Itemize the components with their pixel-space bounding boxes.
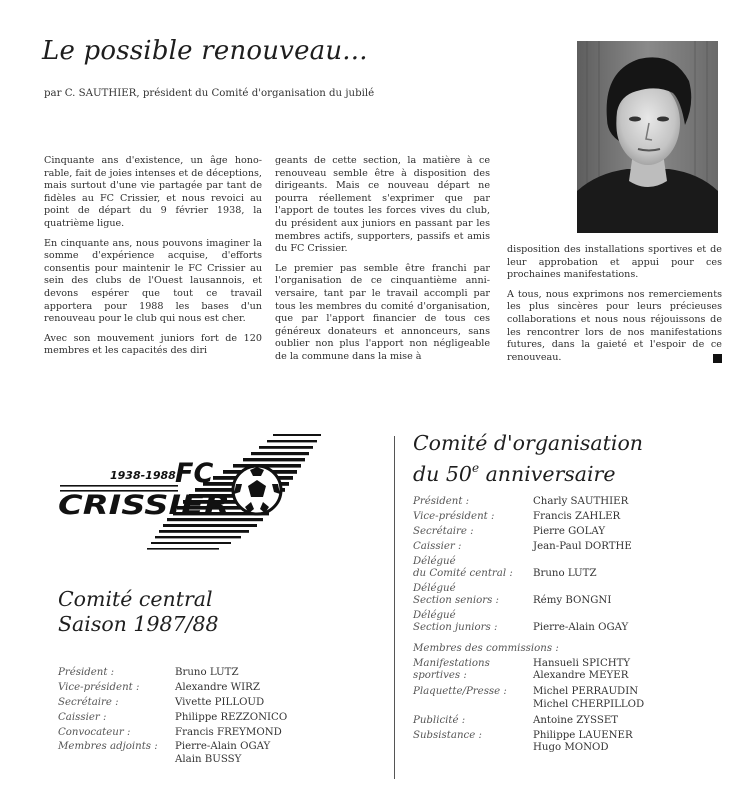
member-name: Michel CHERPILLOD [533, 698, 645, 710]
roster-row [58, 727, 287, 739]
article-column-2 [275, 155, 490, 371]
roster-row [413, 715, 644, 727]
paragraph: disposition des installations sportives et de leur approbation et appui pour ces prochaines manifestations. [507, 244, 722, 281]
member-name: Rémy BONGNI [533, 595, 612, 607]
heading-line: Comité d'organisation [413, 431, 643, 455]
roster-row [413, 541, 644, 553]
comite-organisation-heading [413, 431, 643, 487]
member-name: Alexandre MEYER [533, 670, 629, 682]
role-label: Subsistance : [413, 729, 482, 741]
role-label: Secrétaire : [58, 696, 119, 708]
role-label: Président : [58, 667, 115, 678]
comite-central-roster [58, 667, 287, 769]
roster-row [413, 556, 644, 581]
roster-row [58, 712, 287, 724]
role-label: Convocateur : [58, 726, 131, 738]
role-label: Section seniors : [413, 595, 499, 607]
logo-years: 1938-1988 [110, 469, 176, 482]
roster-row [413, 686, 644, 711]
roster-row [413, 526, 644, 538]
role-label: Délégué [413, 555, 456, 567]
role-label: Plaquette/Presse : [413, 686, 507, 698]
roster-row [413, 610, 644, 635]
member-name: Antoine ZYSSET [533, 715, 619, 727]
heading-line: Saison 1987/88 [58, 612, 219, 636]
member-name: Alain BUSSY [175, 753, 242, 765]
end-of-article-square-icon [713, 354, 722, 363]
article-column-3 [507, 244, 722, 364]
member-name: Michel PERRAUDIN [533, 686, 639, 698]
heading-text: anniversaire [479, 462, 616, 486]
article-title: Le possible renouveau... [42, 36, 368, 66]
role-label: Caissier : [413, 540, 462, 552]
heading-text: du 50 [413, 462, 472, 486]
role-label: du Comité central : [413, 567, 513, 579]
fc-crissier-logo [55, 432, 325, 557]
comite-organisation-roster [413, 496, 644, 757]
member-name: Bruno LUTZ [175, 667, 239, 678]
roster-row [58, 741, 287, 766]
soccer-ball-icon [233, 466, 281, 514]
role-label: sportives : [413, 670, 467, 682]
role-label: Délégué [413, 609, 456, 621]
logo-crissier: CRISSIER [58, 490, 231, 521]
role-label: Vice-président : [413, 510, 495, 522]
member-name: Alexandre WIRZ [175, 681, 260, 693]
heading-line: Comité central [58, 587, 213, 611]
roster-row [413, 583, 644, 608]
paragraph: geants de cette section, la matière à ce renouveau semble être à disposition des dirigeants. Mais ce nouveau départ ne pourra réellement s'exprimer que par l'apport de toutes les forces vives du club, du président aux juniors en passant par les membres actifs, supporters, passifs et amis du FC Crissier. [275, 155, 490, 255]
member-name: Pierre-Alain OGAY [175, 741, 271, 753]
article-column-1 [44, 155, 262, 365]
portrait-icon [577, 41, 718, 233]
superscript-e: e [471, 461, 480, 475]
paragraph-final [507, 289, 722, 365]
roster-row [413, 730, 644, 755]
role-label: Président : [413, 496, 470, 507]
paragraph: En cinquante ans, nous pouvons imaginer la somme d'expérience acquise, d'efforts consentis pour maintenir le FC Crissier au sein des clubs de l'Ouest lausannois, et devons espérer que tout ce travail apportera pour 1988 les bases d'un renouveau pour le club qui nous est cher. [44, 237, 262, 325]
roster-row [413, 496, 644, 508]
paragraph: Avec son mouvement juniors fort de 120 membres et les capacités des diri [44, 332, 262, 357]
member-name: Jean-Paul DORTHE [533, 540, 632, 552]
member-name: Francis FREYMOND [175, 726, 282, 738]
role-label: Manifestations [413, 657, 490, 669]
logo-fc: FC [175, 458, 214, 489]
role-label: Membres adjoints : [58, 741, 158, 753]
paragraph: Cinquante ans d'existence, un âge honorable, fait de joies intenses et de déceptions, mais surtout d'une vie partagée par tant de fidèles au FC Crissier, et nous revoici au point de départ du 9 février 1938, la quatrième ligue. [44, 155, 262, 229]
role-label: Publicité : [413, 715, 466, 727]
roster-row [413, 511, 644, 523]
member-name: Francis ZAHLER [533, 510, 621, 522]
role-label: Secrétaire : [413, 525, 474, 537]
member-name: Pierre-Alain OGAY [533, 622, 629, 634]
member-name: Bruno LUTZ [533, 567, 597, 579]
paragraph-text: A tous, nous exprimons nos remerciements les plus sincères pour leurs précieuses collaborations et nous nous réjouissons de les rencontrer lors de nos manifestations futures, dans la gaieté et l'espoir de ce renouveau. [507, 288, 722, 363]
logo-graphic [55, 432, 325, 557]
roster-row [58, 682, 287, 694]
article-byline: par C. SAUTHIER, président du Comité d'organisation du jubilé [44, 88, 375, 99]
member-name: Philippe LAUENER [533, 729, 633, 741]
comite-central-heading [58, 587, 219, 637]
member-name: Pierre GOLAY [533, 525, 606, 537]
role-label: Délégué [413, 582, 456, 594]
role-label: Vice-président : [58, 681, 140, 693]
roster-row [58, 697, 287, 709]
paragraph: Le premier pas semble être franchi par l'organisation de ce cinquantième anniversaire, tant par le travail accompli par tous les membres du comité d'organisation, que par l'apport financier de tous ces généreux donateurs et annonceurs, sans oublier non plus l'apport non négligeable de la commune dans la mise à [275, 262, 490, 362]
roster-row [58, 667, 287, 679]
roster-row [413, 658, 644, 683]
role-label: Caissier : [58, 711, 107, 723]
commissions-label: Membres des commissions : [413, 642, 559, 654]
member-name: Hansueli SPICHTY [533, 657, 631, 669]
heading-line-2 [413, 456, 643, 487]
member-name: Charly SAUTHIER [533, 496, 629, 507]
portrait-photo [577, 41, 718, 233]
member-name: Hugo MONOD [533, 742, 609, 754]
column-divider [394, 436, 395, 779]
role-label: Section juniors : [413, 622, 498, 634]
member-name: Philippe REZZONICO [175, 711, 288, 723]
member-name: Vivette PILLOUD [175, 696, 265, 708]
